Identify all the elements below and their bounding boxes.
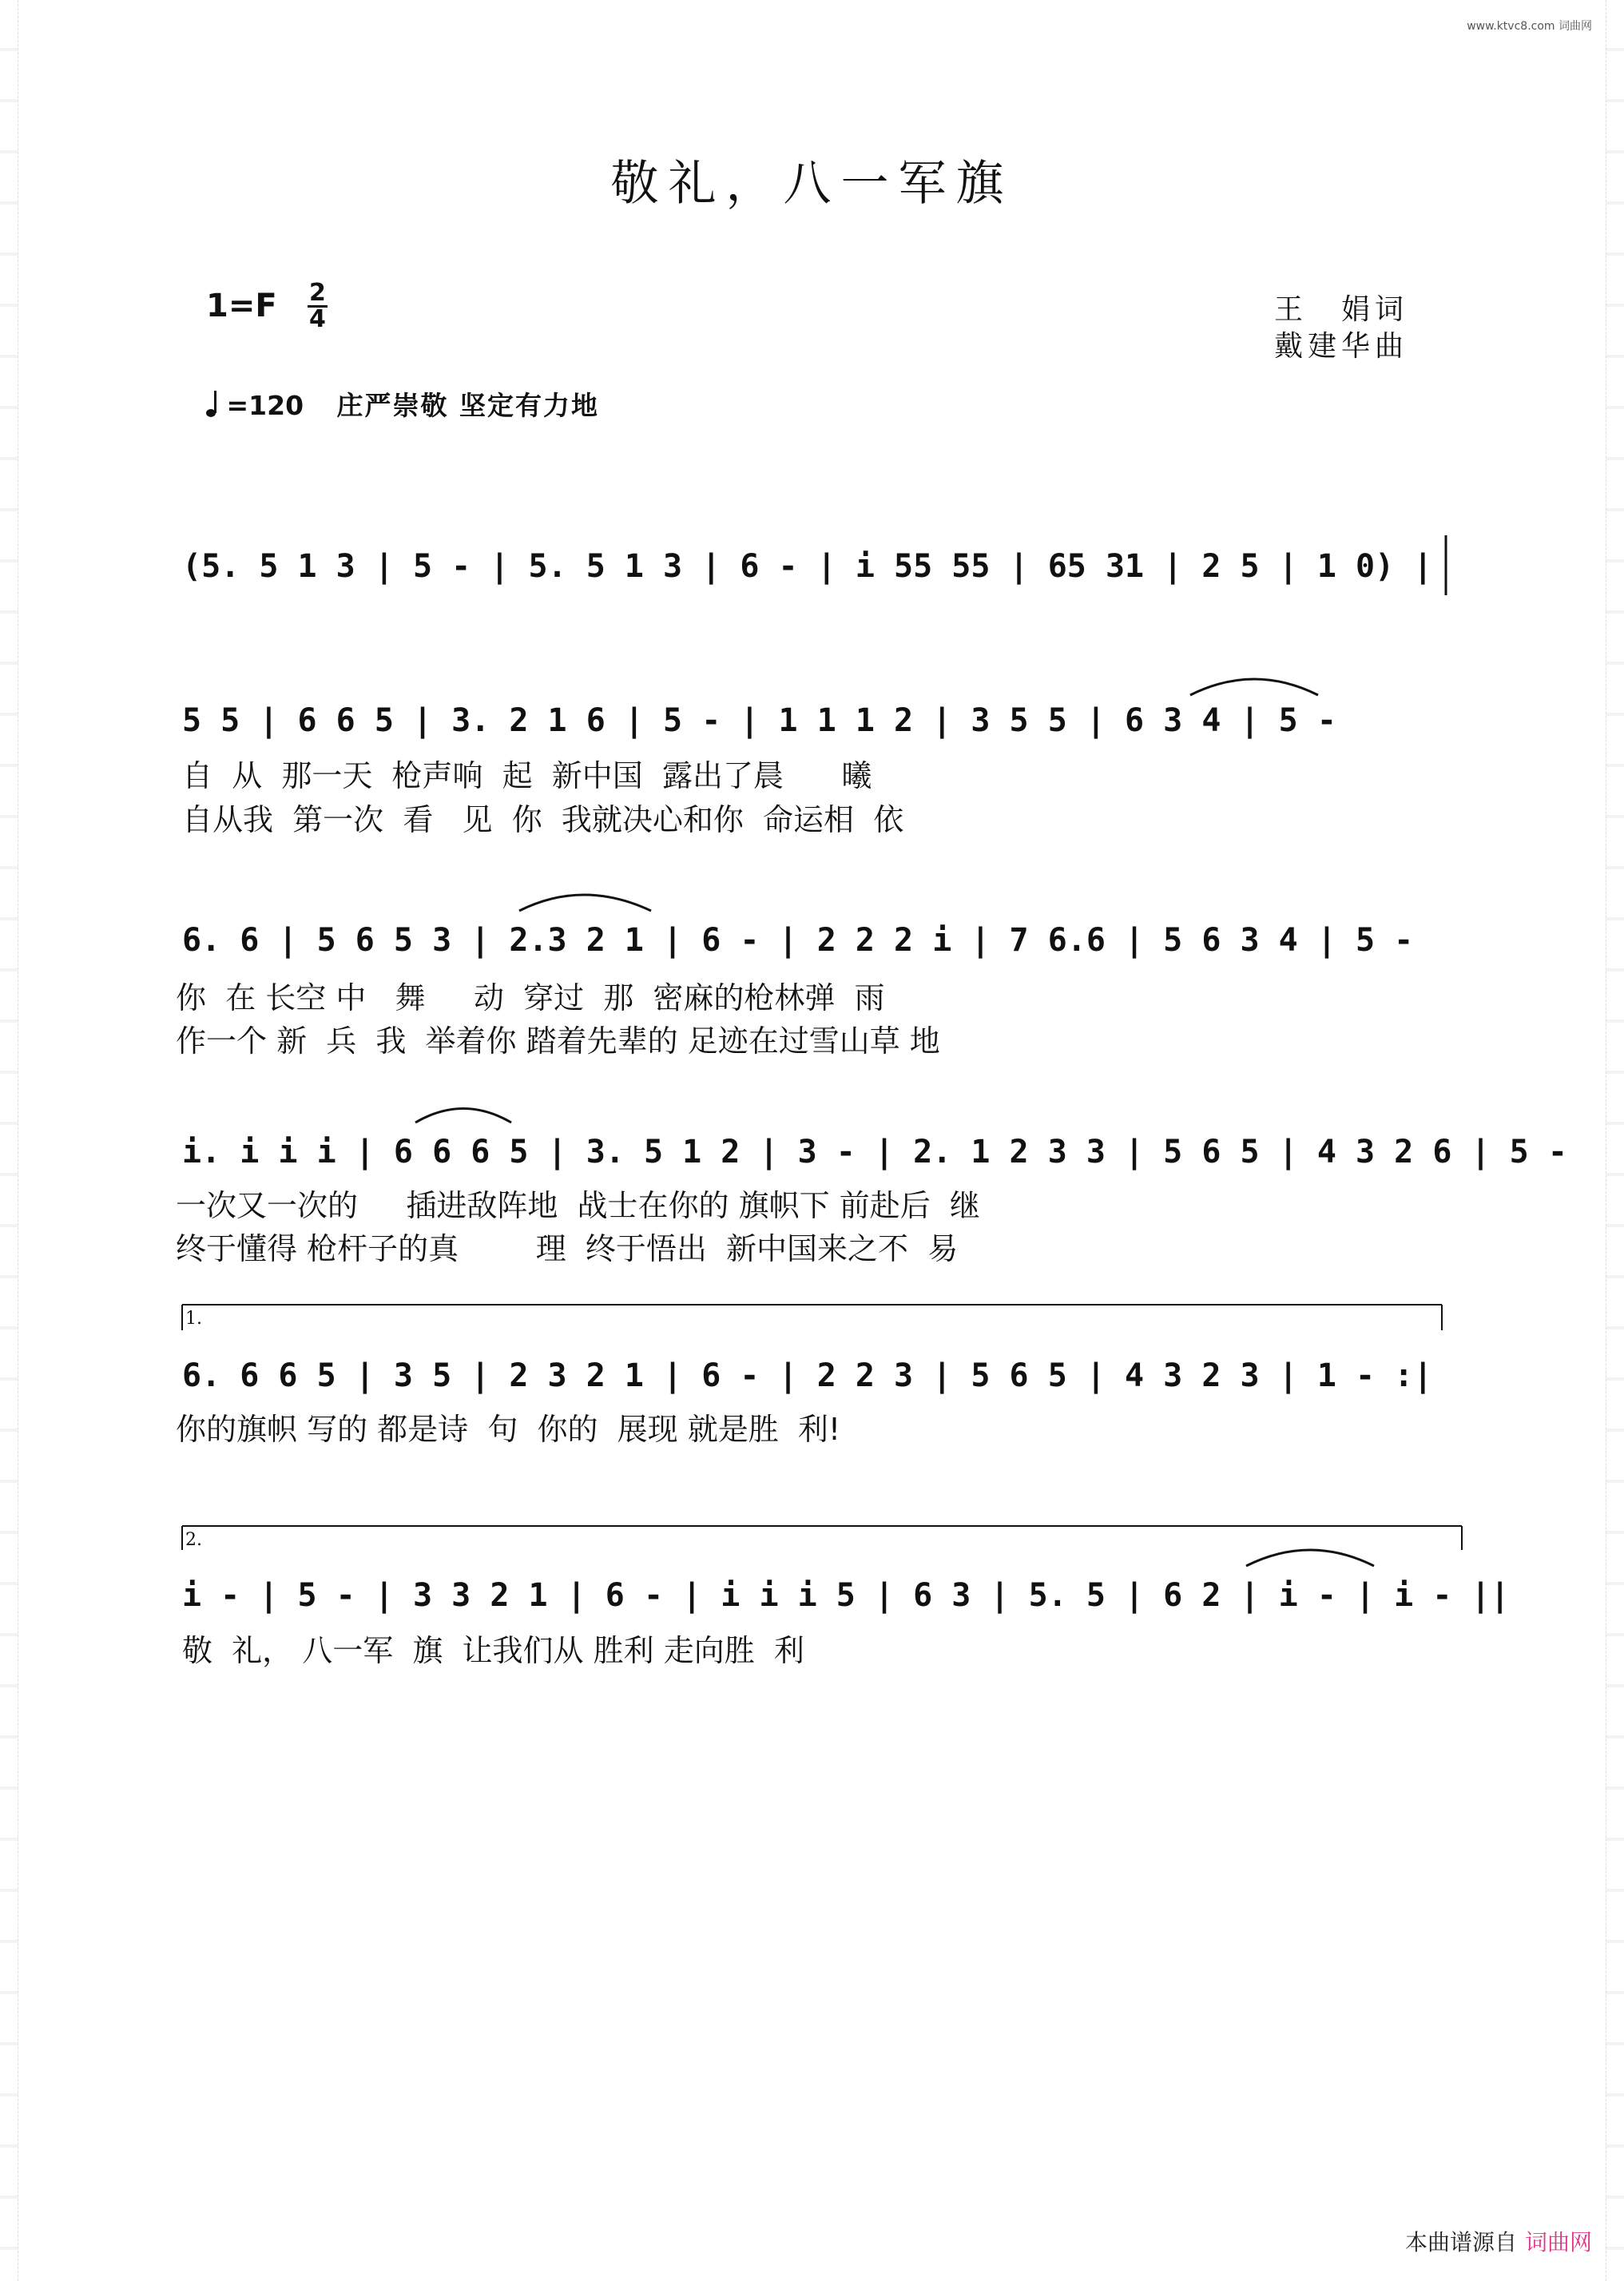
expression-text: 庄严崇敬 坚定有力地 [336, 390, 600, 421]
second-ending-label: 2. [185, 1530, 202, 1550]
key-signature: 1=F [206, 288, 277, 324]
footer-brand: 词曲网 [1524, 2229, 1592, 2255]
lyric-line-2b: 自从我 第一次 看 见 你 我就决心和你 命运相 依 [182, 802, 904, 837]
site-watermark: www.ktvc8.com 词曲网 [1467, 20, 1592, 33]
lyric-line-3b: 作一个 新 兵 我 举着你 踏着先辈的 足迹在过雪山草 地 [176, 1023, 940, 1059]
lyric-line-4b: 终于懂得 枪杆子的真 理 终于悟出 新中国来之不 易 [176, 1231, 959, 1266]
score-line-2: 5 5 | 6 6 5 | 3. 2 1 6 | 5 - | 1 1 1 2 | 3 5 5 | 6 3 4 | 5 - [182, 702, 1336, 739]
time-signature-top: 2 [309, 279, 326, 307]
time-signature-bottom: 4 [309, 305, 326, 333]
lyric-line-4a: 一次又一次的 插进敌阵地 战士在你的 旗帜下 前赴后 继 [176, 1188, 980, 1223]
composer: 戴建华曲 [1274, 330, 1409, 363]
song-title: 敬礼，八一军旗 [610, 156, 1014, 212]
footer-source [1405, 2225, 1592, 2257]
score-line-4: i. i i i | 6 6 6 5 | 3. 5 1 2 | 3 - | 2. 1 2 3 3 | 5 6 5 | 4 3 2 6 | 5 - [182, 1134, 1567, 1170]
score-line-5: 6. 6 6 5 | 3 5 | 2 3 2 1 | 6 - | 2 2 3 | 5 6 5 | 4 3 2 3 | 1 - :| [182, 1357, 1433, 1394]
lyric-line-6: 敬 礼， 八一军 旗 让我们从 胜利 走向胜 利 [182, 1633, 804, 1668]
footer-source-text: 本曲谱源自 [1404, 2229, 1517, 2255]
score-line-6: i - | 5 - | 3 3 2 1 | 6 - | i i i 5 | 6 3 | 5. 5 | 6 2 | i - | i - || [182, 1577, 1510, 1614]
score-line-1: (5. 5 1 3 | 5 - | 5. 5 1 3 | 6 - | i 55 55 | 65 31 | 2 5 | 1 0) | [182, 548, 1433, 585]
tempo-value: =120 [226, 390, 304, 421]
score-line-3: 6. 6 | 5 6 5 3 | 2.3 2 1 | 6 - | 2 2 2 i | 7 6.6 | 5 6 3 4 | 5 - [182, 922, 1414, 959]
first-ending-label: 1. [185, 1309, 202, 1329]
lyricist: 王 娟词 [1274, 293, 1409, 326]
lyric-line-2a: 自 从 那一天 枪声响 起 新中国 露出了晨 曦 [182, 758, 872, 793]
lyric-line-3a: 你 在 长空 中 舞 动 穿过 那 密麻的枪林弹 雨 [176, 980, 885, 1015]
lyric-line-5: 你的旗帜 写的 都是诗 句 你的 展现 就是胜 利! [176, 1412, 841, 1447]
